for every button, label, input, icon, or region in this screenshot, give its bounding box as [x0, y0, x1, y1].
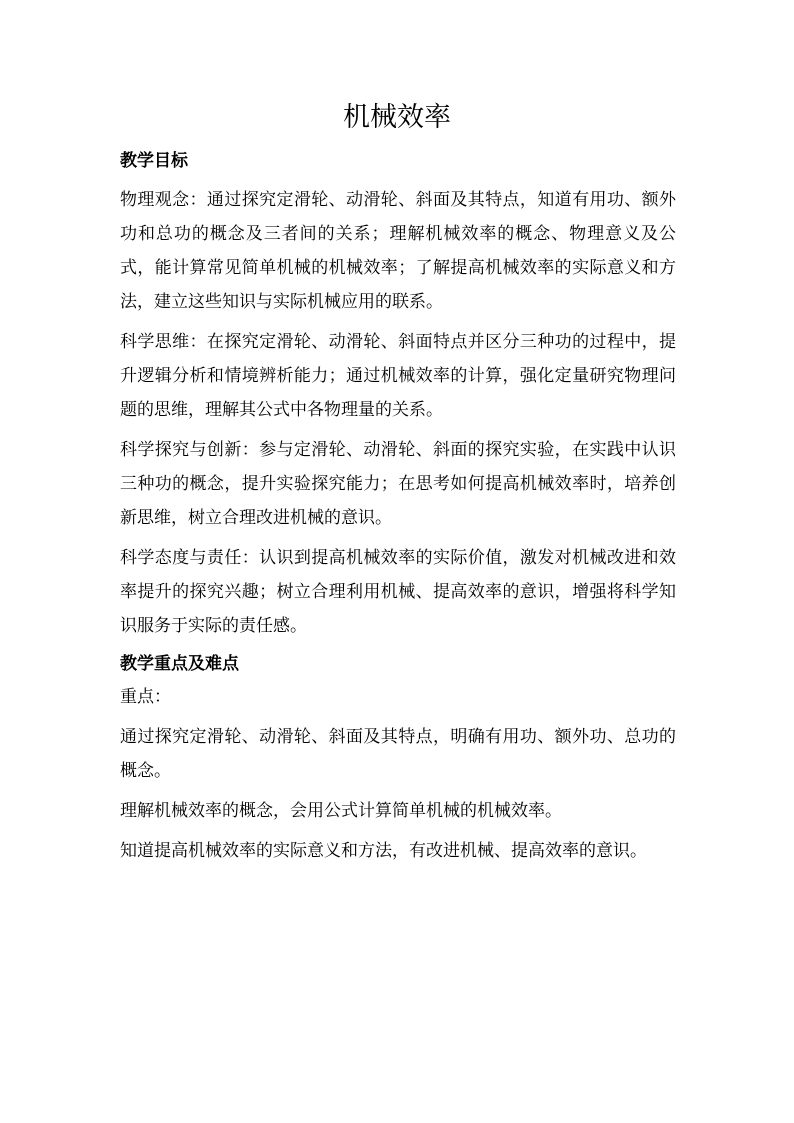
goal-physics-concept: 物理观念：通过探究定滑轮、动滑轮、斜面及其特点，知道有用功、额外功和总功的概念及三者间的关系；理解机械效率的概念、物理意义及公式，能计算常见简单机械的机械效率；了解提高机械效率的实际意义和方法，建立这些知识与实际机械应用的联系。: [120, 190, 676, 312]
key-point-item: 理解机械效率的概念，会用公式计算简单机械的机械效率。: [120, 801, 562, 821]
document-title: 机械效率: [343, 102, 451, 133]
goal-attitude-responsibility: 科学态度与责任：认识到提高机械效率的实际价值，激发对机械改进和效率提升的探究兴趣；树立合理利用机械、提高效率的意识，增强将科学知识服务于实际的责任感。: [120, 548, 676, 636]
section-heading-teaching-goals: 教学目标: [120, 151, 188, 171]
key-points-label: 重点：: [120, 687, 171, 707]
goal-inquiry-innovation: 科学探究与创新：参与定滑轮、动滑轮、斜面的探究实验，在实践中认识三种功的概念，提升实验探究能力；在思考如何提高机械效率时，培养创新思维，树立合理改进机械的意识。: [120, 440, 676, 528]
key-point-item: 通过探究定滑轮、动滑轮、斜面及其特点，明确有用功、额外功、总功的概念。: [120, 727, 676, 781]
key-point-item: 知道提高机械效率的实际意义和方法，有改进机械、提高效率的意识。: [120, 841, 647, 861]
section-heading-key-points: 教学重点及难点: [120, 654, 239, 674]
document-body: [120, 146, 676, 868]
goal-scientific-thinking: 科学思维：在探究定滑轮、动滑轮、斜面特点并区分三种功的过程中，提升逻辑分析和情境辨析能力；通过机械效率的计算，强化定量研究物理问题的思维，理解其公式中各物理量的关系。: [120, 332, 676, 420]
